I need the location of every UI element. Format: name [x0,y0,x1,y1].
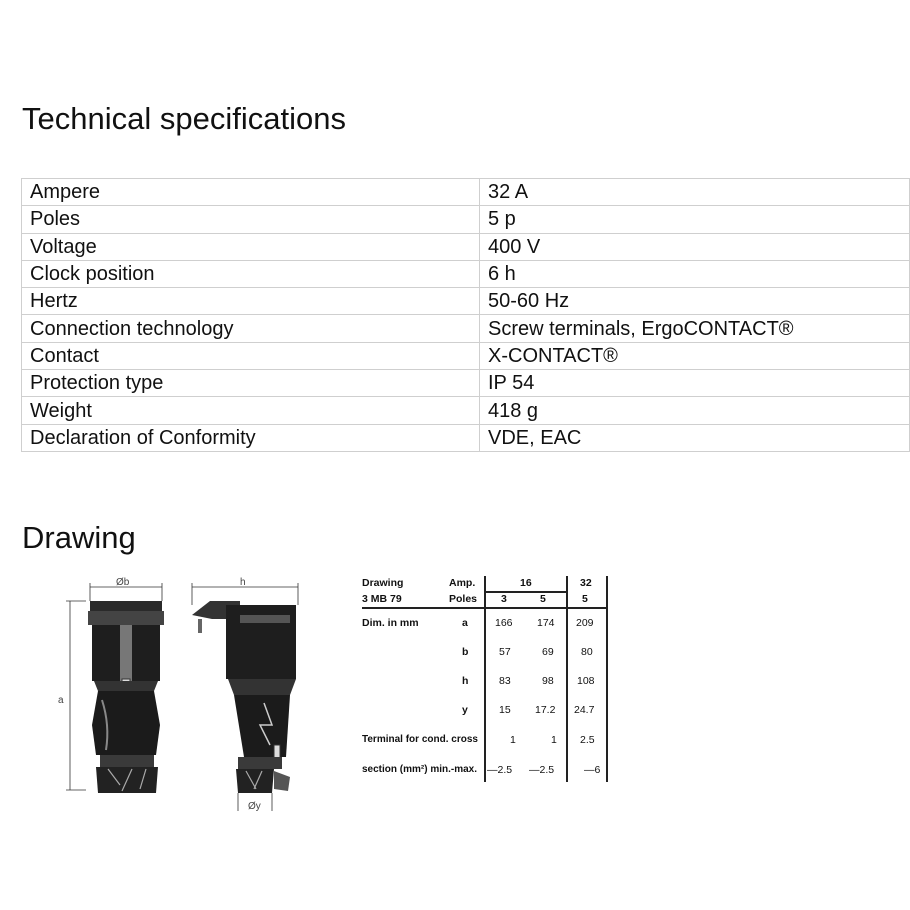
terminal-label: Terminal for cond. cross [362,734,478,745]
dim-key: a [462,617,468,629]
front-view [88,601,164,793]
socket-technical-drawing [50,575,310,825]
section-value: —2.5 [529,764,555,776]
spec-value: 50-60 Hz [480,288,910,315]
table-row [22,233,910,260]
section-value: —2.5 [487,764,513,776]
table-row [22,315,910,342]
spec-label: Clock position [22,260,480,287]
spec-value: IP 54 [480,370,910,397]
spec-label: Hertz [22,288,480,315]
dim-value: 57 [499,646,511,658]
spec-value: 6 h [480,260,910,287]
table-row [22,260,910,287]
table-row [22,288,910,315]
spec-value: VDE, EAC [480,424,910,451]
spec-value: Screw terminals, ErgoCONTACT® [480,315,910,342]
spec-value: 400 V [480,233,910,260]
table-row [22,342,910,369]
dim-key: h [462,675,469,687]
drawing-label: Drawing [362,577,404,589]
spec-label: Ampere [22,179,480,206]
dimension-a-label: a [58,695,64,706]
dim-value: 108 [577,675,595,687]
dimension-table [362,574,612,784]
column-rule [566,576,568,782]
dim-value: 69 [542,646,554,658]
dim-value: 80 [581,646,593,658]
spec-label: Protection type [22,370,480,397]
specifications-heading: Technical specifications [22,101,346,136]
poles-label: Poles [449,593,478,605]
spec-label: Poles [22,206,480,233]
side-view [192,601,296,793]
amp-32-header: 32 [580,577,592,589]
spec-label: Voltage [22,233,480,260]
amp-16-header: 16 [520,577,532,589]
column-rule [606,576,608,782]
dim-value: 98 [542,675,554,687]
table-row [22,397,910,424]
spec-label: Contact [22,342,480,369]
dim-key: y [462,704,468,716]
dim-value: 15 [499,704,511,716]
table-row [22,370,910,397]
dimension-y-label: Øy [248,801,261,812]
terminal-value: 1 [551,734,557,746]
dim-value: 209 [576,617,594,629]
section-label: section (mm²) min.-max. [362,764,478,775]
poles-value: 3 [501,593,507,605]
table-row [22,206,910,233]
dim-value: 166 [495,617,513,629]
spec-value: 32 A [480,179,910,206]
spec-value: X-CONTACT® [480,342,910,369]
dim-value: 24.7 [574,704,595,716]
poles-value: 5 [540,593,546,605]
spec-value: 418 g [480,397,910,424]
dim-key: b [462,646,469,658]
drawing-code: 3 MB 79 [362,593,402,605]
spec-label: Declaration of Conformity [22,424,480,451]
terminal-value: 2.5 [580,734,595,746]
specifications-table [21,178,910,452]
dimension-b-label: Øb [116,577,130,588]
poles-value: 5 [582,593,588,605]
spec-label: Weight [22,397,480,424]
dim-label: Dim. in mm [362,617,419,629]
amp-label: Amp. [449,577,476,589]
section-value: —6 [584,764,601,776]
spec-value: 5 p [480,206,910,233]
table-row [22,424,910,451]
dimension-h-label: h [240,577,246,588]
dim-value: 174 [537,617,555,629]
dim-value: 17.2 [535,704,556,716]
drawing-heading: Drawing [22,520,136,555]
dim-value: 83 [499,675,511,687]
column-rule [484,576,486,782]
terminal-value: 1 [510,734,516,746]
table-row [22,179,910,206]
header-rule [484,591,566,593]
spec-label: Connection technology [22,315,480,342]
